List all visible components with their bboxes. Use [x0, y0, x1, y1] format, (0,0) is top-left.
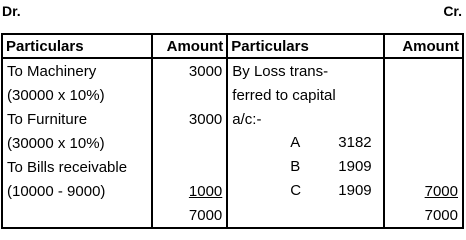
left-amount — [152, 155, 228, 179]
table-row — [2, 155, 463, 179]
right-amount — [384, 131, 463, 155]
left-total: 7000 — [152, 203, 228, 228]
right-amount — [384, 58, 463, 83]
header-row — [2, 34, 463, 58]
total-row — [2, 203, 463, 228]
partner-label: C — [290, 182, 302, 199]
partner-value: 1909 — [338, 158, 372, 175]
table-row — [2, 131, 463, 155]
partner-value: 3182 — [338, 134, 372, 151]
left-particulars: (30000 x 10%) — [2, 131, 152, 155]
right-sub-entry — [227, 179, 384, 203]
left-particulars: (10000 - 9000) — [2, 179, 152, 203]
column-header-particulars-left: Particulars — [2, 34, 152, 58]
left-amount: 3000 — [152, 58, 228, 83]
partner-label: A — [290, 134, 301, 151]
left-amount: 3000 — [152, 107, 228, 131]
column-header-amount-left: Amount — [152, 34, 228, 58]
partner-label: B — [290, 158, 301, 175]
column-header-amount-right: Amount — [384, 34, 463, 58]
right-particulars: ferred to capital — [227, 83, 384, 107]
right-sub-entry — [227, 155, 384, 179]
left-amount — [152, 131, 228, 155]
table-row — [2, 107, 463, 131]
left-particulars: To Furniture — [2, 107, 152, 131]
left-amount — [152, 83, 228, 107]
partner-value: 1909 — [338, 182, 372, 199]
left-particulars — [2, 203, 152, 228]
right-amount — [384, 107, 463, 131]
ledger-table — [1, 33, 464, 229]
table-row — [2, 179, 463, 203]
right-amount — [384, 83, 463, 107]
right-particulars: a/c:- — [227, 107, 384, 131]
credit-label: Cr. — [443, 3, 462, 19]
right-sub-entry — [227, 131, 384, 155]
left-particulars: (30000 x 10%) — [2, 83, 152, 107]
right-total: 7000 — [384, 203, 463, 228]
right-amount-subtotal: 7000 — [384, 179, 463, 203]
left-particulars: To Bills receivable — [2, 155, 152, 179]
right-amount — [384, 155, 463, 179]
debit-label: Dr. — [2, 3, 21, 19]
column-header-particulars-right: Particulars — [227, 34, 384, 58]
table-row — [2, 83, 463, 107]
table-row — [2, 58, 463, 83]
right-particulars: By Loss trans- — [227, 58, 384, 83]
right-particulars — [227, 203, 384, 228]
left-particulars: To Machinery — [2, 58, 152, 83]
left-amount-subtotal: 1000 — [152, 179, 228, 203]
